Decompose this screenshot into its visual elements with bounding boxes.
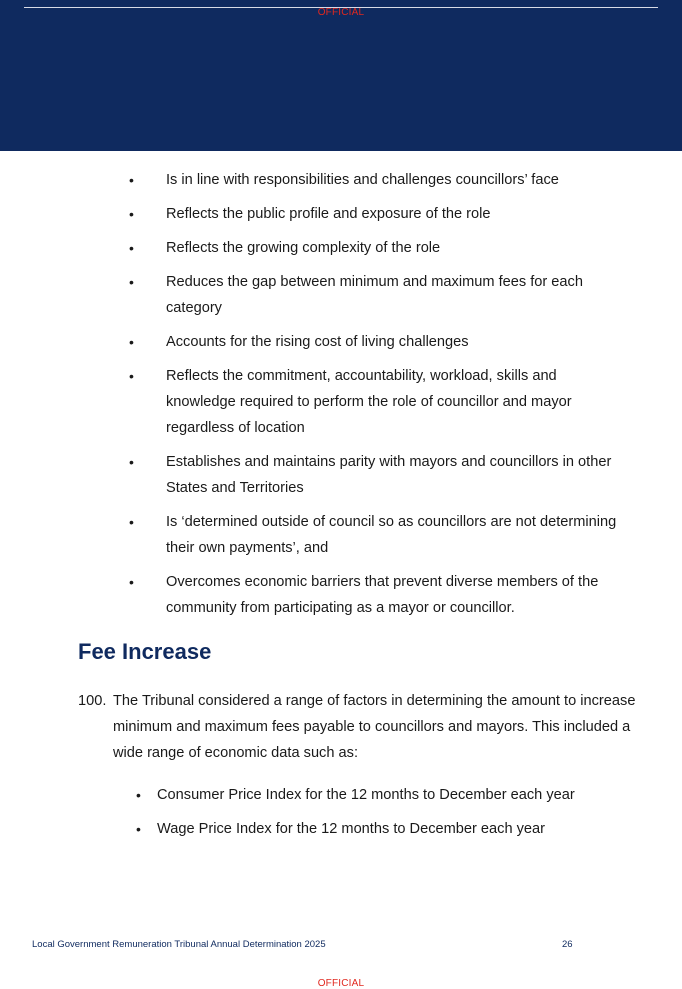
- paragraph-text: The Tribunal considered a range of factors in determining the amount to increase minimum and maximum fees payable to councillors and mayors. This included a wide range of economic data such as:: [113, 693, 636, 761]
- bullet-icon: •: [129, 206, 134, 222]
- bullet-icon: •: [129, 334, 134, 350]
- paragraph-number: 100.: [78, 693, 107, 709]
- list-item-text: Reduces the gap between minimum and maximum fees for each category: [166, 274, 583, 316]
- numbered-paragraph: [78, 688, 638, 766]
- list-item: [0, 235, 682, 261]
- bullet-icon: •: [129, 454, 134, 470]
- footer-page-number: 26: [562, 939, 573, 950]
- bullet-icon: •: [129, 574, 134, 590]
- list-item-text: Consumer Price Index for the 12 months to December each year: [157, 787, 575, 803]
- bullet-icon: •: [129, 172, 134, 188]
- list-item: [0, 816, 682, 842]
- bullet-icon: •: [129, 240, 134, 256]
- list-item: [0, 167, 682, 193]
- bullet-icon: •: [136, 787, 141, 803]
- list-item: [0, 201, 682, 227]
- header-band: [0, 0, 682, 151]
- list-item-text: Overcomes economic barriers that prevent diverse members of the community from participating as a mayor or councillor.: [166, 574, 599, 616]
- list-item-text: Reflects the public profile and exposure of the role: [166, 206, 491, 222]
- section-heading: Fee Increase: [78, 639, 212, 664]
- list-item-text: Is ‘determined outside of council so as councillors are not determining their own payments’, and: [166, 514, 617, 556]
- list-item-text: Accounts for the rising cost of living challenges: [166, 334, 469, 350]
- list-item: [0, 329, 682, 355]
- bullet-icon: •: [129, 514, 134, 530]
- classification-marking-top: OFFICIAL: [317, 7, 365, 18]
- criteria-bullet-list: [0, 167, 682, 629]
- list-item-text: Is in line with responsibilities and challenges councillors’ face: [166, 172, 559, 188]
- list-item: [0, 782, 682, 808]
- classification-marking-bottom: OFFICIAL: [317, 978, 365, 989]
- list-item-text: Establishes and maintains parity with mayors and councillors in other States and Territories: [166, 454, 612, 496]
- list-item: [0, 269, 682, 321]
- economic-data-bullet-list: [0, 782, 682, 850]
- list-item-text: Reflects the growing complexity of the role: [166, 240, 441, 256]
- list-item: [0, 363, 682, 441]
- list-item: [0, 449, 682, 501]
- bullet-icon: •: [129, 274, 134, 290]
- bullet-icon: •: [129, 368, 134, 384]
- footer-document-title: Local Government Remuneration Tribunal Annual Determination 2025: [32, 939, 326, 950]
- list-item: [0, 569, 682, 621]
- list-item-text: Wage Price Index for the 12 months to December each year: [157, 821, 546, 837]
- bullet-icon: •: [136, 821, 141, 837]
- list-item: [0, 509, 682, 561]
- list-item-text: Reflects the commitment, accountability, workload, skills and knowledge required to perform the role of councillor and mayor regardless of location: [166, 368, 572, 436]
